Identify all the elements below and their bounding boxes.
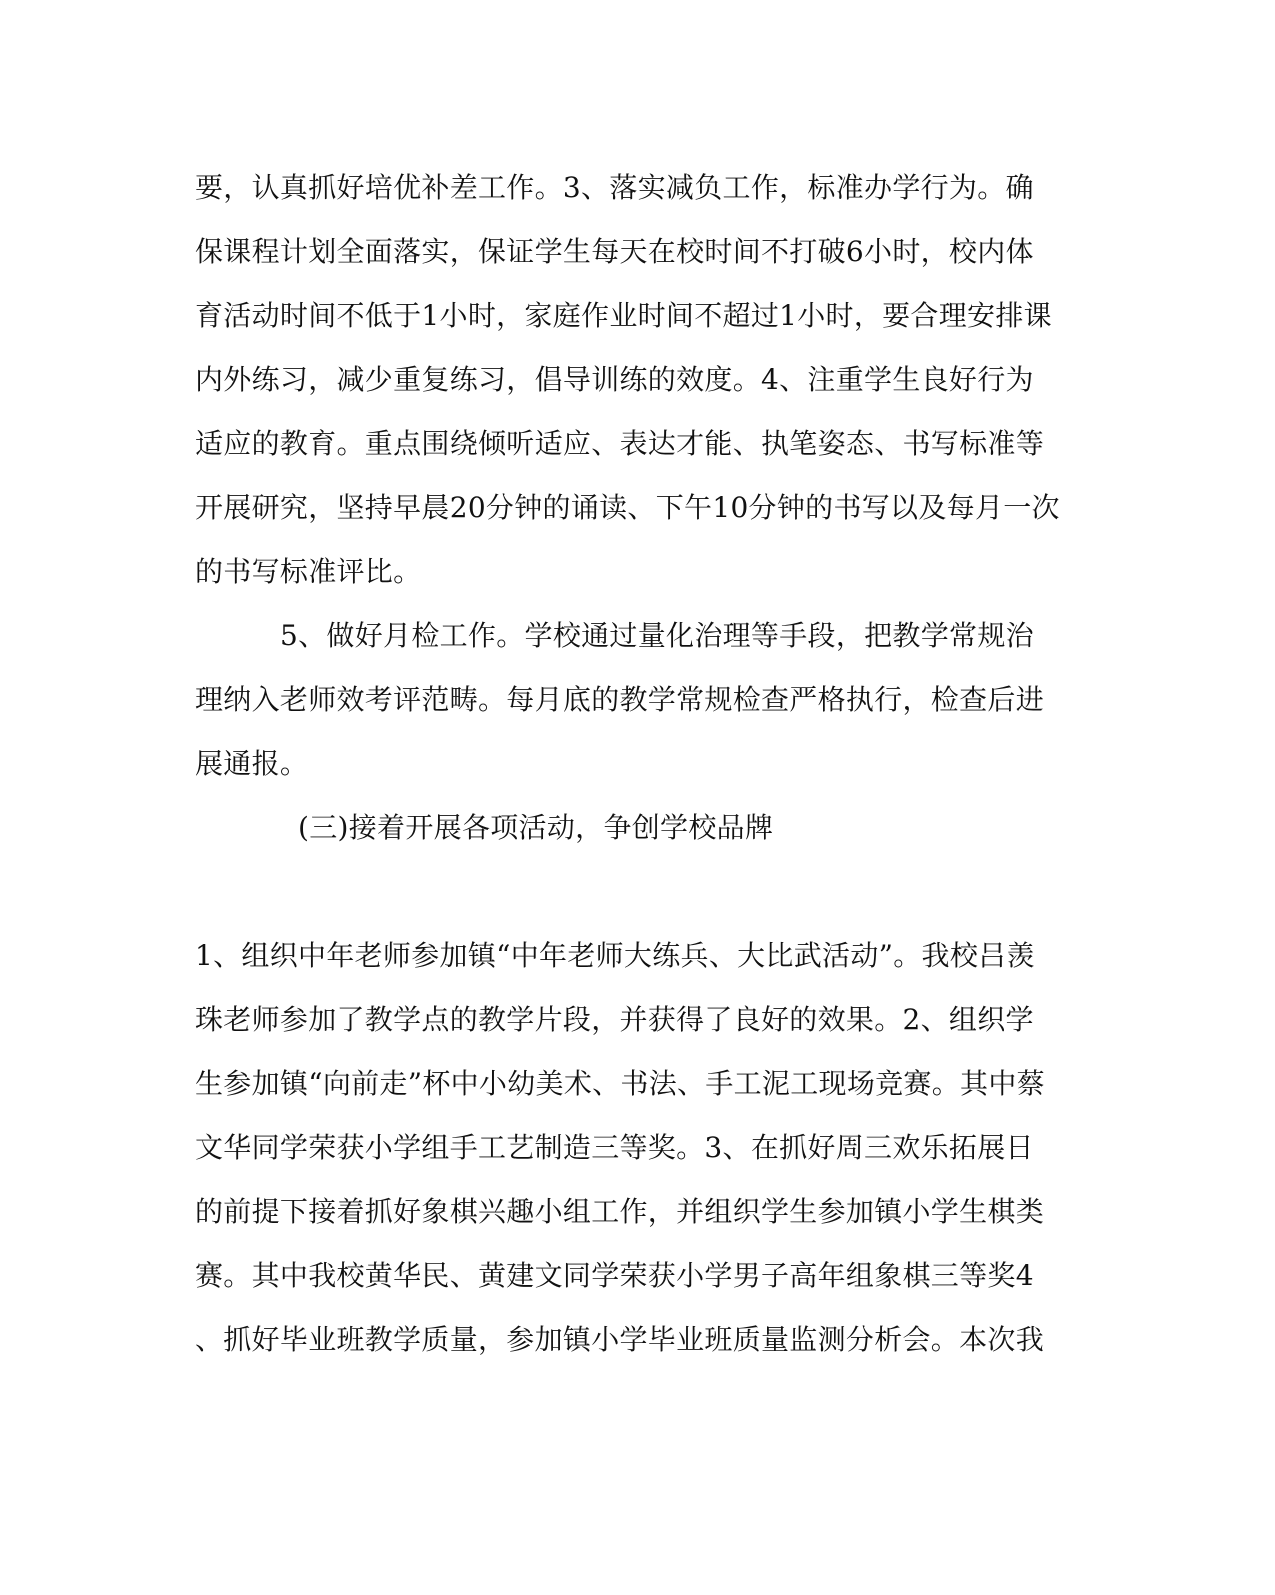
- text-line: 理纳入老师效考评范畴。每月底的教学常规检查严格执行，检查后进: [195, 683, 1045, 716]
- paragraph-first-line: 5、做好月检工作。学校通过量化治理等手段，把教学常规治: [280, 619, 1034, 652]
- text-line: 的前提下接着抓好象棋兴趣小组工作，并组织学生参加镇小学生棋类: [195, 1195, 1045, 1228]
- text-line: 展通报。: [195, 747, 309, 780]
- text-line: 文华同学荣获小学组手工艺制造三等奖。3、在抓好周三欢乐拓展日: [195, 1131, 1034, 1164]
- section-heading: (三)接着开展各项活动，争创学校品牌: [298, 811, 774, 844]
- text-line: 内外练习，减少重复练习，倡导训练的效度。4、注重学生良好行为: [195, 363, 1034, 396]
- text-line: 生参加镇“向前走”杯中小幼美术、书法、手工泥工现场竞赛。其中蔡: [195, 1067, 1045, 1100]
- text-line: 的书写标准评比。: [195, 555, 422, 588]
- text-line: 1、组织中年老师参加镇“中年老师大练兵、大比武活动”。我校吕羡: [195, 939, 1035, 972]
- text-line: 赛。其中我校黄华民、黄建文同学荣获小学男子高年组象棋三等奖4: [195, 1259, 1034, 1292]
- text-line: 开展研究，坚持早晨20分钟的诵读、下午10分钟的书写以及每月一次: [195, 491, 1060, 524]
- text-line: 、抓好毕业班教学质量，参加镇小学毕业班质量监测分析会。本次我: [195, 1323, 1045, 1356]
- text-line: 保课程计划全面落实，保证学生每天在校时间不打破6小时，校内体: [195, 235, 1034, 268]
- text-line: 要，认真抓好培优补差工作。3、落实减负工作，标准办学行为。确: [195, 171, 1034, 204]
- text-line: 珠老师参加了教学点的教学片段，并获得了良好的效果。2、组织学: [195, 1003, 1034, 1036]
- text-line: 适应的教育。重点围绕倾听适应、表达才能、执笔姿态、书写标准等: [195, 427, 1045, 460]
- text-line: 育活动时间不低于1小时，家庭作业时间不超过1小时，要合理安排课: [195, 299, 1052, 332]
